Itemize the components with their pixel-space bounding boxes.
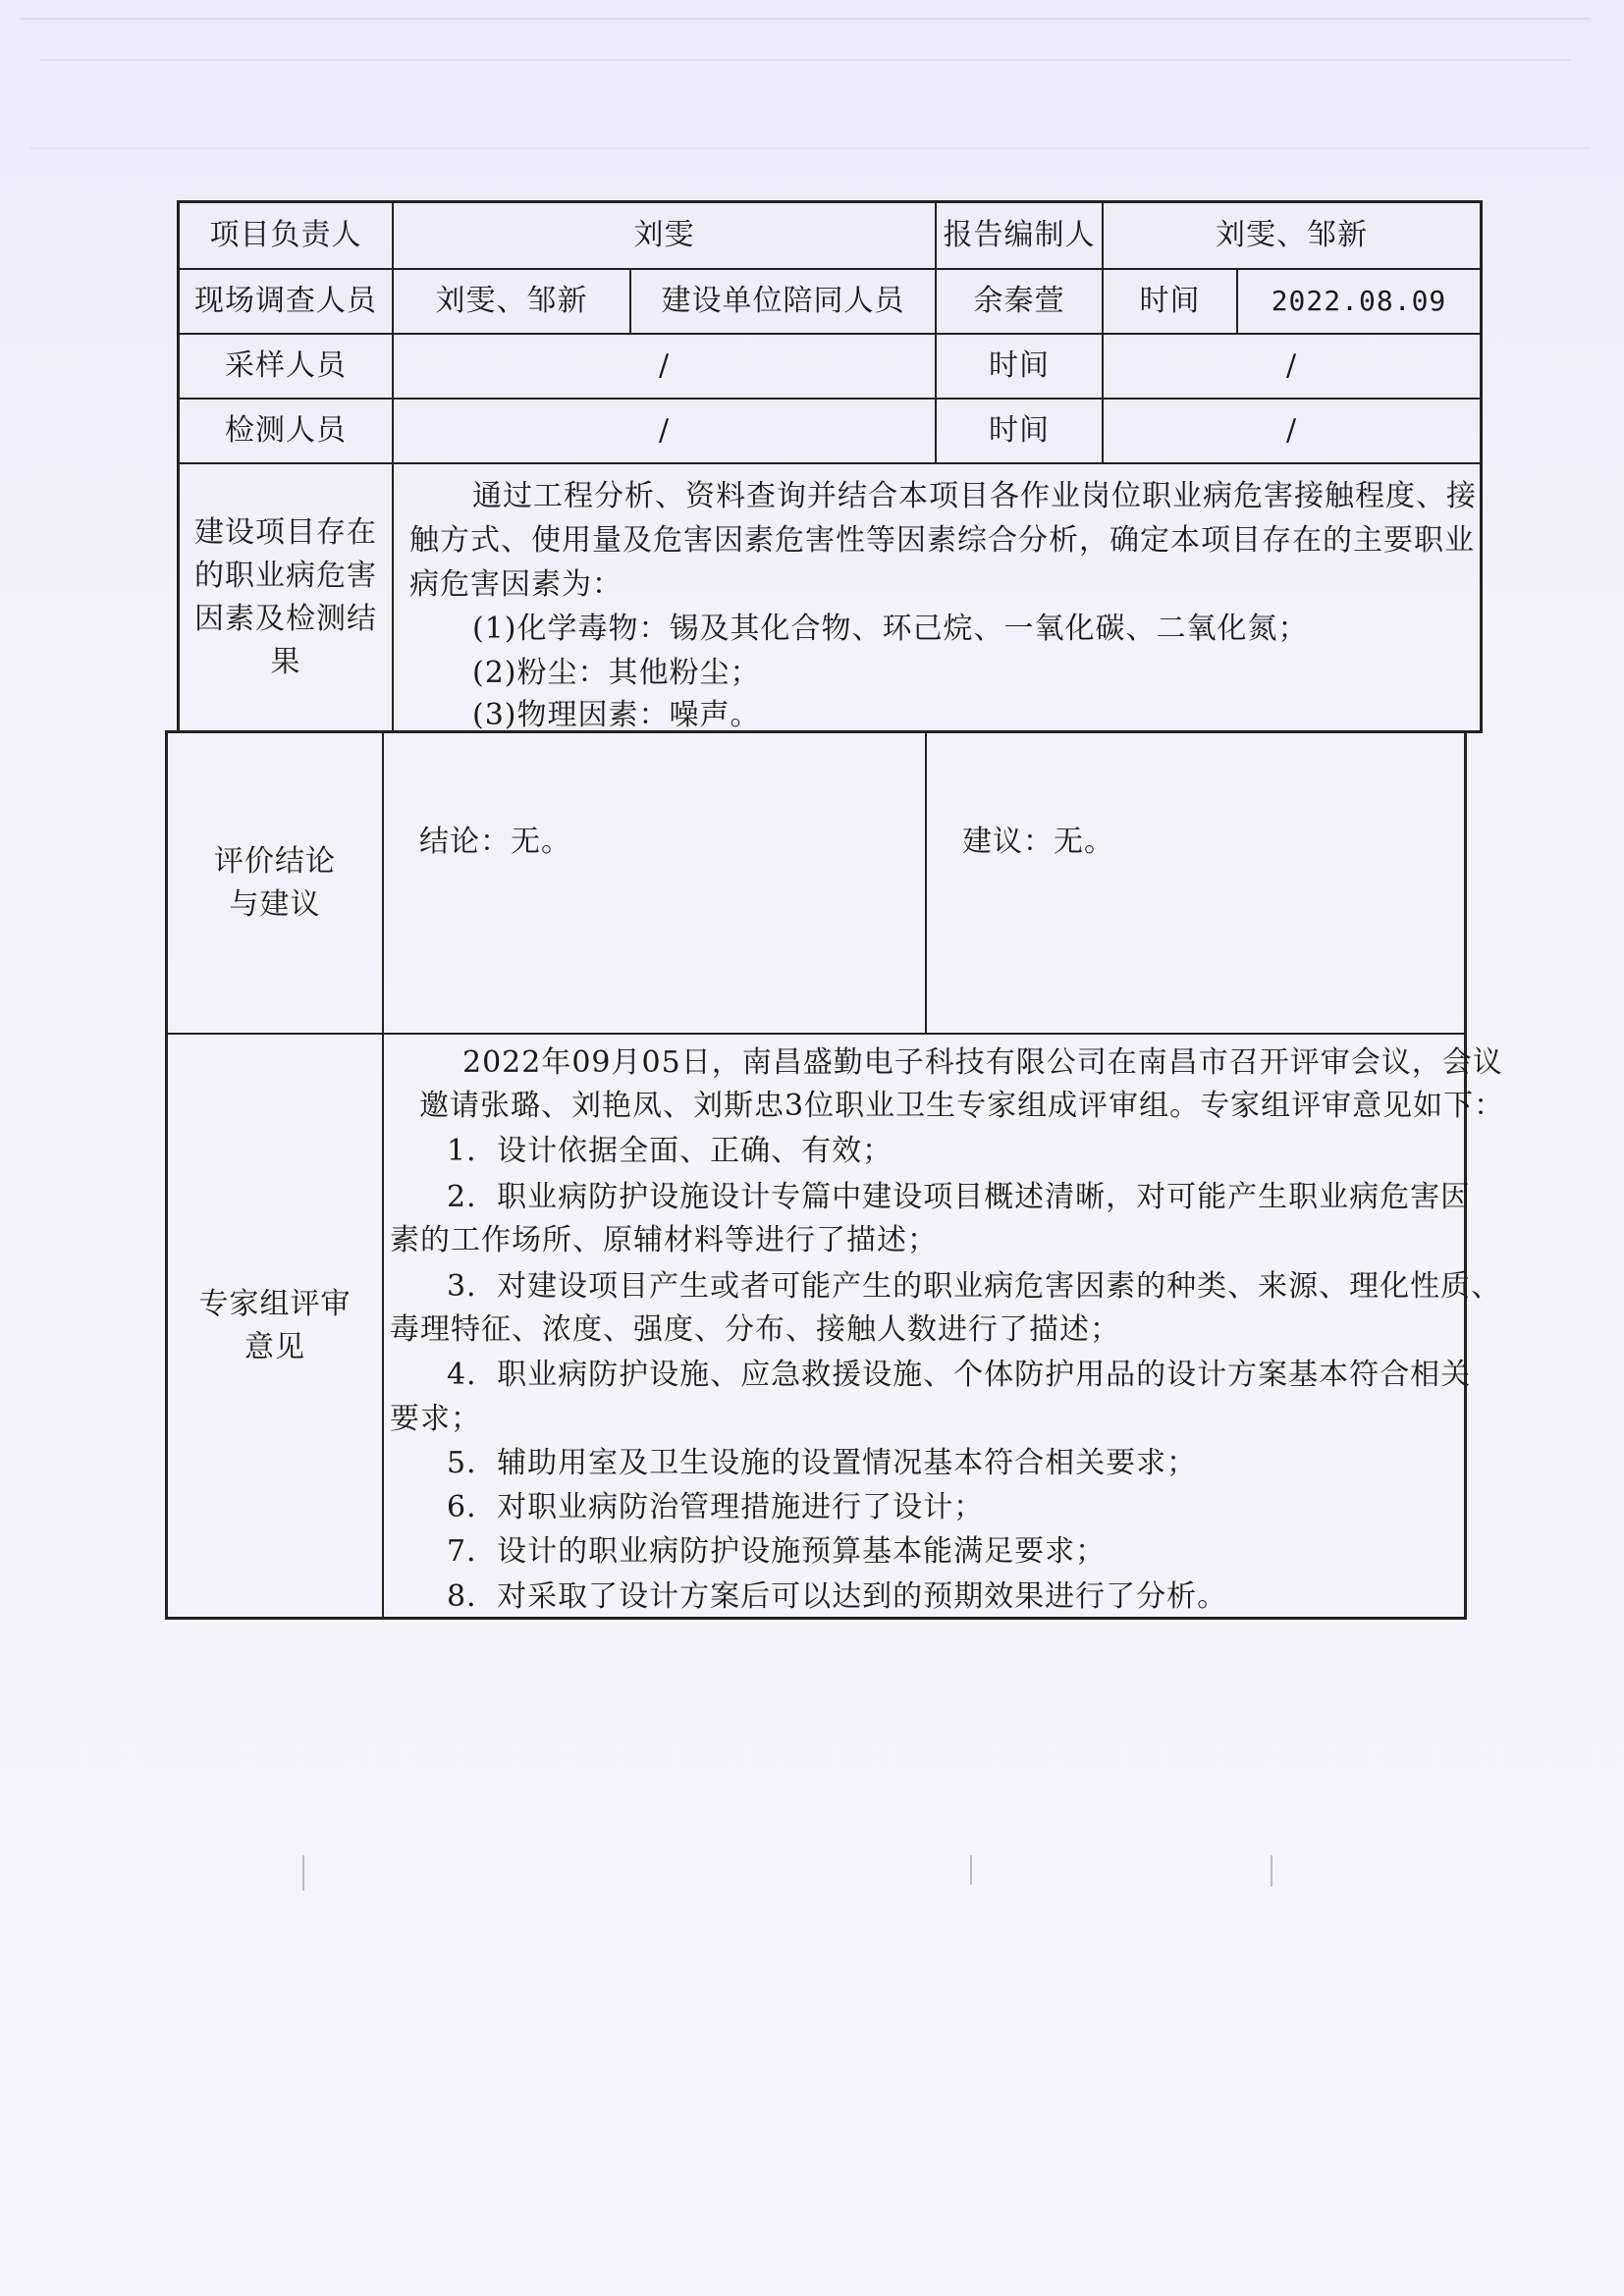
- accompany-value: 余秦萱: [937, 270, 1104, 335]
- expert-line: 素的工作场所、原辅材料等进行了描述；: [390, 1223, 938, 1257]
- hazards-line: 触方式、使用量及危害因素危害性等因素综合分析，确定本项目存在的主要职业: [409, 523, 1475, 558]
- hazards-label-text: 建设项目存在的职业病危害因素及检测结果: [194, 514, 377, 679]
- testing-label: 检测人员: [180, 400, 394, 464]
- survey-time-label: 时间: [1104, 270, 1238, 335]
- suggestion-cell: [927, 733, 1464, 1035]
- sampling-value: /: [394, 335, 937, 400]
- hazards-line: (1)化学毒物：锡及其化合物、环己烷、一氧化碳、二氧化氮；: [472, 612, 1309, 646]
- testing-value: /: [394, 400, 937, 464]
- project-lead-value: 刘雯: [394, 203, 937, 270]
- expert-line: 1．设计依据全面、正确、有效；: [447, 1134, 893, 1168]
- review-table: [165, 730, 1505, 1620]
- expert-line: 2022年09月05日，南昌盛勤电子科技有限公司在南昌市召开评审会议，会议: [462, 1045, 1503, 1080]
- sampling-time-label: 时间: [937, 335, 1104, 400]
- survey-staff-value: 刘雯、邹新: [394, 270, 631, 335]
- eval-label: [168, 733, 384, 1035]
- expert-line: 7．设计的职业病防护设施预算基本能满足要求；: [447, 1534, 1107, 1569]
- expert-line: 6．对职业病防治管理措施进行了设计；: [447, 1490, 985, 1524]
- hazards-line: (3)物理因素：噪声。: [472, 698, 761, 732]
- hazards-content: [394, 464, 1480, 730]
- report-author-label: 报告编制人: [937, 203, 1104, 270]
- scan-streak: [39, 59, 1571, 61]
- expert-line: 5．辅助用室及卫生设施的设置情况基本符合相关要求；: [447, 1446, 1198, 1480]
- conclusion-text: 结论：无。: [419, 825, 571, 859]
- suggestion-text: 建议：无。: [962, 825, 1114, 859]
- project-lead-label: 项目负责人: [180, 203, 394, 270]
- scan-mark: [1271, 1855, 1272, 1887]
- expert-line: 8．对采取了设计方案后可以达到的预期效果进行了分析。: [447, 1579, 1228, 1614]
- hazards-line: 病危害因素为：: [409, 567, 623, 602]
- expert-line: 毒理特征、浓度、强度、分布、接触人数进行了描述；: [390, 1312, 1120, 1347]
- survey-staff-label: 现场调查人员: [180, 270, 394, 335]
- expert-content: [384, 1035, 1505, 1617]
- expert-line: 4．职业病防护设施、应急救援设施、个体防护用品的设计方案基本符合相关: [447, 1358, 1472, 1392]
- sampling-time-value: /: [1104, 335, 1480, 400]
- scan-streak: [29, 147, 1591, 149]
- expert-line: 2．职业病防护设施设计专篇中建设项目概述清晰，对可能产生职业病危害因: [447, 1180, 1472, 1214]
- hazards-line: (2)粉尘：其他粉尘；: [472, 656, 761, 690]
- expert-label-text: 专家组评审意见: [198, 1286, 352, 1364]
- eval-label-text: 评价结论与建议: [214, 843, 336, 922]
- info-table: [177, 200, 1483, 733]
- scan-streak: [20, 18, 1591, 20]
- testing-time-value: /: [1104, 400, 1480, 464]
- report-author-value: 刘雯、邹新: [1104, 203, 1480, 270]
- accompany-label: 建设单位陪同人员: [631, 270, 937, 335]
- hazards-label: [180, 464, 394, 730]
- expert-label: [168, 1035, 384, 1617]
- sampling-label: 采样人员: [180, 335, 394, 400]
- testing-time-label: 时间: [937, 400, 1104, 464]
- scan-mark: [970, 1855, 972, 1885]
- hazards-line: 通过工程分析、资料查询并结合本项目各作业岗位职业病危害接触程度、接: [472, 479, 1477, 513]
- expert-line: 要求；: [390, 1402, 481, 1436]
- conclusion-cell: [384, 733, 927, 1035]
- expert-line: 邀请张璐、刘艳凤、刘斯忠3位职业卫生专家组成评审组。专家组评审意见如下：: [419, 1089, 1505, 1123]
- survey-time-value: 2022.08.09: [1238, 270, 1480, 335]
- scan-mark: [302, 1855, 304, 1891]
- expert-line: 3．对建设项目产生或者可能产生的职业病危害因素的种类、来源、理化性质、: [447, 1269, 1502, 1304]
